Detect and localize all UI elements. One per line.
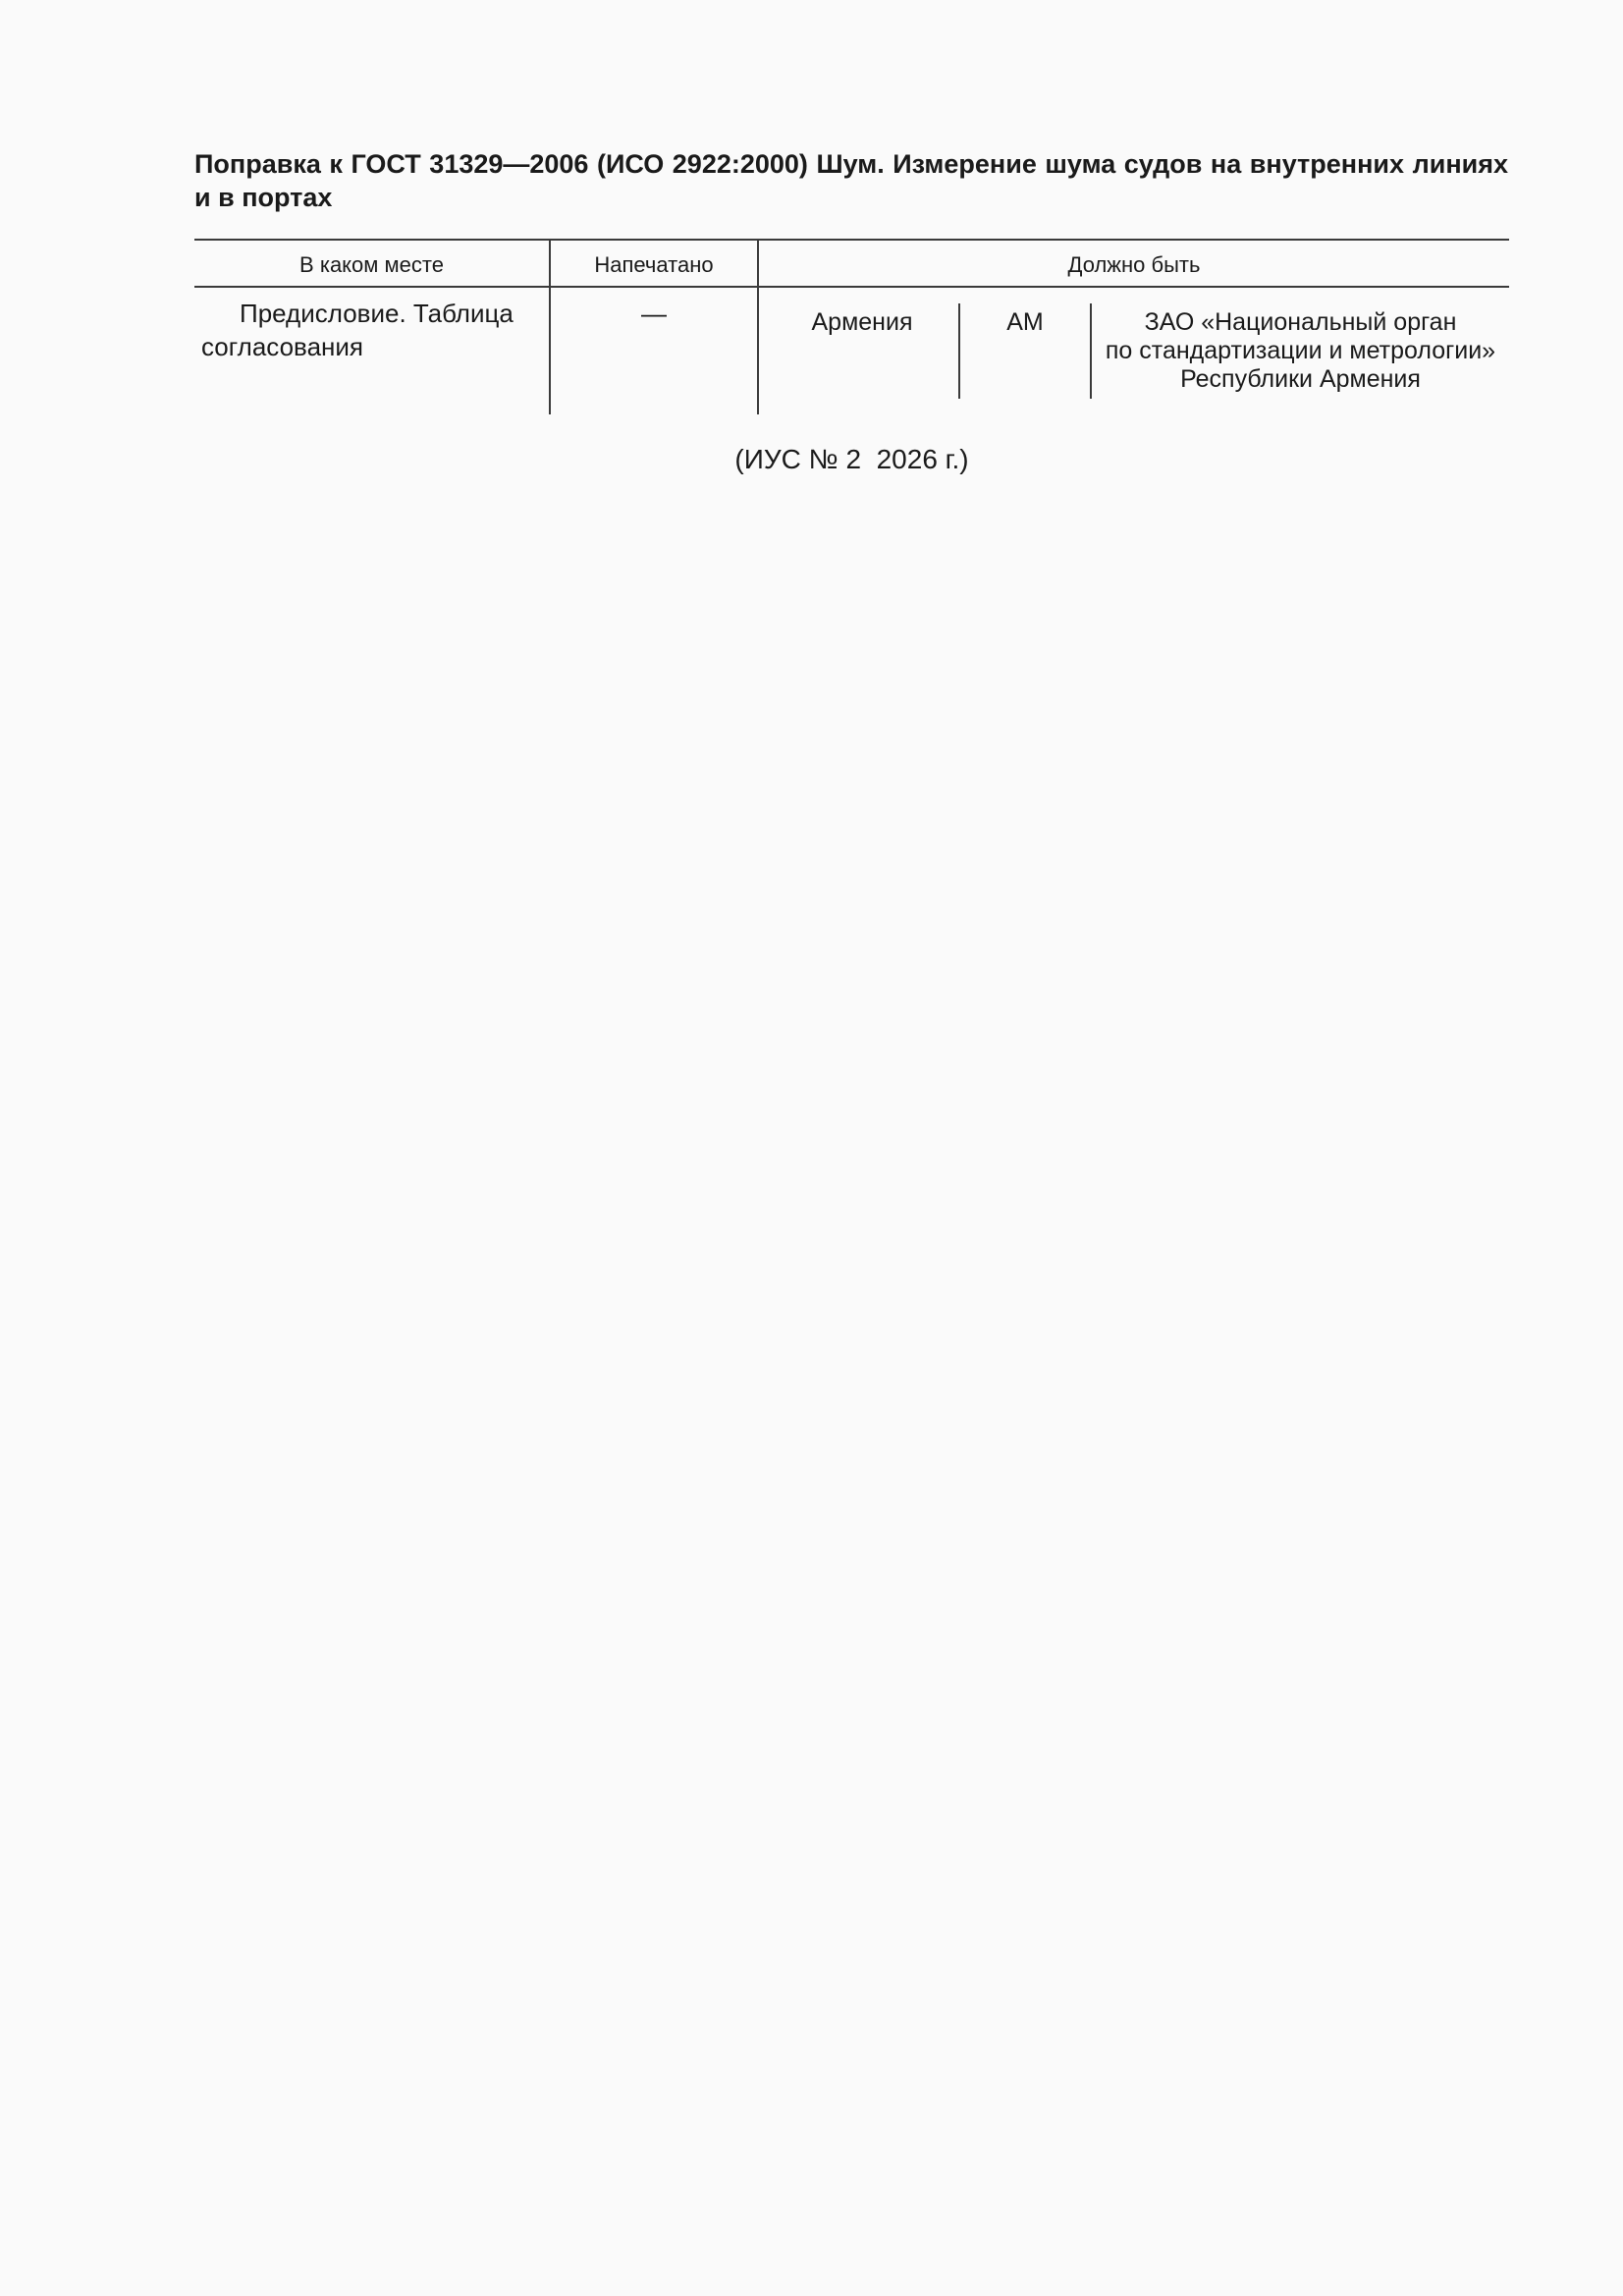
row-organization-line1: ЗАО «Национальный орган [1144,308,1457,336]
row-country-code: AM [1006,308,1044,336]
row-organization-line2: по стандартизации и метрологии» [1105,337,1496,364]
table-top-rule [194,239,1509,241]
row-where-line1: Предисловие. Таблица [240,299,514,328]
header-printed: Напечатано [594,252,714,277]
row-printed: — [641,299,667,328]
header-where: В каком месте [299,252,444,277]
row-where-line2: согласования [201,332,363,361]
table-header-rule [194,286,1509,288]
document-title: Поправка к ГОСТ 31329—2006 (ИСО 2922:2000) Шум. Измерение шума судов на внутренних линиях и в портах [194,149,1508,212]
row-country: Армения [811,308,913,336]
header-should-be: Должно быть [1067,252,1201,277]
row-organization-line3: Республики Армения [1180,365,1421,393]
issue-reference: (ИУС № 2 2026 г.) [734,444,969,474]
